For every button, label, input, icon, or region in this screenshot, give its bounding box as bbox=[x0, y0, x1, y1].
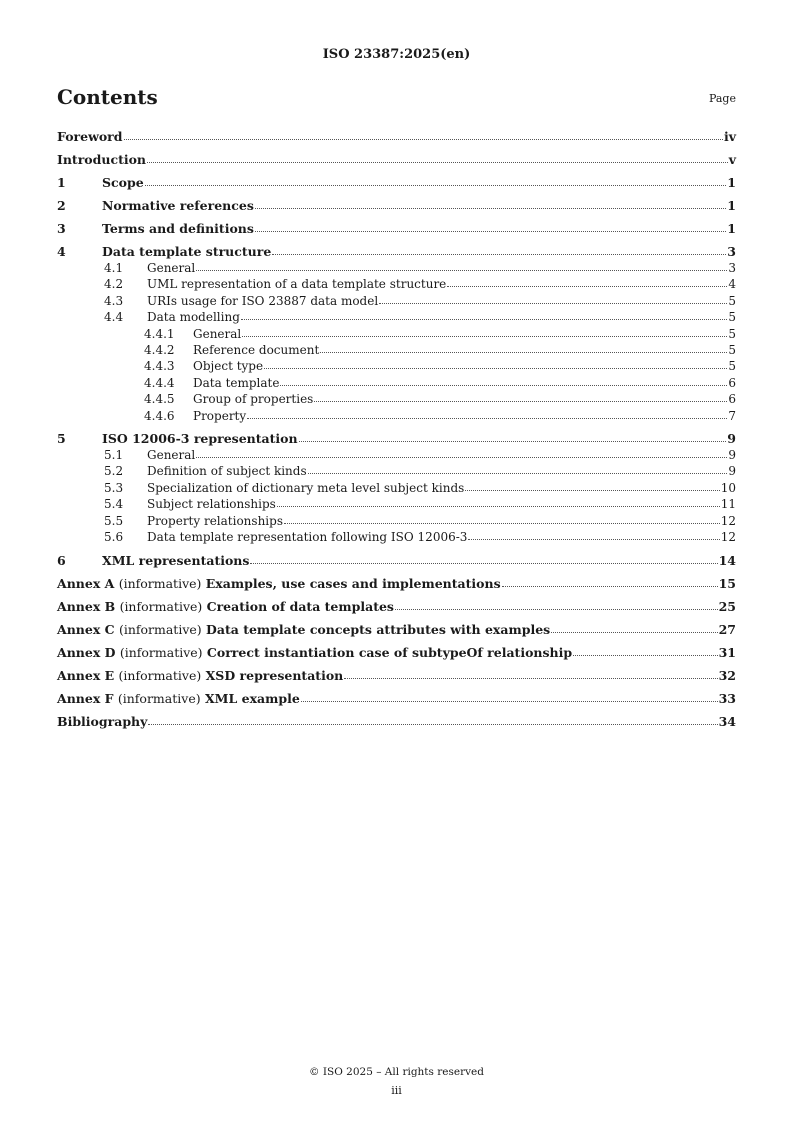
toc-page: 27 bbox=[718, 621, 736, 637]
toc-page: 1 bbox=[727, 175, 736, 190]
toc-number: 5.3 bbox=[104, 480, 124, 495]
dot-leader bbox=[242, 326, 727, 337]
toc-title: Scope bbox=[102, 175, 144, 190]
dot-leader bbox=[272, 244, 726, 255]
toc-title: Reference document bbox=[193, 343, 320, 358]
toc-page: 6 bbox=[728, 375, 736, 390]
dot-leader bbox=[502, 576, 718, 587]
dot-leader bbox=[147, 152, 728, 163]
toc-entry-4-4-4[interactable] bbox=[57, 375, 736, 391]
toc-page: 14 bbox=[718, 552, 736, 568]
dot-leader bbox=[314, 391, 727, 402]
toc-number: 4.4 bbox=[104, 310, 124, 325]
toc-entry-1[interactable] bbox=[57, 175, 736, 191]
toc-number: 4.4.6 bbox=[144, 408, 175, 423]
toc-entry-5-5[interactable] bbox=[57, 513, 736, 529]
annex-label: Annex C bbox=[57, 621, 115, 637]
toc-entry-annex-c[interactable] bbox=[57, 622, 736, 638]
toc-number: 4.3 bbox=[104, 293, 124, 308]
dot-leader bbox=[301, 691, 718, 702]
toc-title: Normative references bbox=[102, 198, 254, 213]
toc-page: 25 bbox=[718, 598, 736, 614]
toc-page: 33 bbox=[718, 690, 736, 706]
toc-number: 5.6 bbox=[104, 530, 124, 545]
toc-entry-4-4-5[interactable] bbox=[57, 391, 736, 407]
dot-leader bbox=[344, 668, 717, 679]
table-of-contents bbox=[57, 129, 736, 730]
toc-page: 1 bbox=[727, 221, 736, 236]
annex-label: Annex E bbox=[57, 667, 115, 683]
toc-page: 11 bbox=[720, 497, 736, 512]
document-id: ISO 23387:2025(en) bbox=[322, 47, 471, 62]
toc-number: 5.1 bbox=[104, 448, 124, 463]
toc-title: XML representations bbox=[102, 552, 250, 568]
dot-leader bbox=[250, 553, 717, 564]
toc-entry-4[interactable] bbox=[57, 244, 736, 260]
toc-page: 5 bbox=[728, 343, 736, 358]
dot-leader bbox=[551, 622, 717, 633]
toc-number: 5 bbox=[57, 431, 66, 447]
toc-entry-5-6[interactable] bbox=[57, 529, 736, 545]
toc-title: General bbox=[193, 326, 242, 341]
toc-page: 9 bbox=[728, 448, 736, 463]
dot-leader bbox=[299, 431, 727, 442]
toc-title: Definition of subject kinds bbox=[147, 464, 307, 479]
toc-title: Examples, use cases and implementations bbox=[205, 575, 501, 591]
toc-title: Property bbox=[193, 408, 247, 423]
dot-leader bbox=[465, 480, 719, 491]
toc-number: 1 bbox=[57, 175, 66, 190]
toc-entry-annex-b[interactable] bbox=[57, 599, 736, 615]
annex-label: Annex A bbox=[57, 575, 115, 591]
toc-title: XML example bbox=[204, 690, 300, 706]
toc-title: Property relationships bbox=[147, 513, 283, 528]
annex-informative: (informative) bbox=[119, 644, 203, 660]
toc-title: Specialization of dictionary meta level subject kinds bbox=[147, 480, 465, 495]
page-column-label: Page bbox=[708, 92, 736, 105]
contents-heading: Contents bbox=[57, 85, 158, 109]
toc-number: 5.4 bbox=[104, 497, 124, 512]
toc-title: Subject relationships bbox=[147, 497, 276, 512]
annex-label: Annex F bbox=[57, 690, 114, 706]
dot-leader bbox=[124, 129, 723, 140]
toc-title: General bbox=[147, 261, 196, 275]
toc-number: 4.4.2 bbox=[144, 343, 175, 358]
dot-leader bbox=[277, 496, 720, 507]
toc-page: 10 bbox=[720, 480, 736, 495]
dot-leader bbox=[145, 175, 727, 186]
toc-entry-annex-e[interactable] bbox=[57, 668, 736, 684]
toc-number: 4.1 bbox=[104, 261, 124, 275]
annex-informative: (informative) bbox=[118, 621, 202, 637]
dot-leader bbox=[284, 513, 720, 524]
dot-leader bbox=[264, 358, 727, 369]
dot-leader bbox=[320, 342, 727, 353]
toc-entry-5-2[interactable] bbox=[57, 463, 736, 479]
toc-page: 5 bbox=[728, 326, 736, 341]
toc-page: 34 bbox=[718, 713, 736, 729]
toc-title: Foreword bbox=[57, 129, 123, 144]
toc-entry-3[interactable] bbox=[57, 221, 736, 237]
toc-entry-4-1[interactable] bbox=[57, 260, 736, 276]
toc-title: Data template representation following ISO 12006-3 bbox=[147, 530, 468, 545]
toc-number: 4 bbox=[57, 244, 66, 259]
copyright-notice: © ISO 2025 – All rights reserved bbox=[309, 1066, 484, 1078]
toc-page: 12 bbox=[720, 530, 736, 545]
toc-page: 31 bbox=[718, 644, 736, 660]
toc-title: General bbox=[147, 448, 196, 463]
toc-title: Group of properties bbox=[193, 392, 314, 407]
toc-entry-bibliography[interactable] bbox=[57, 714, 736, 730]
dot-leader bbox=[196, 447, 727, 458]
toc-page: 9 bbox=[728, 464, 736, 479]
toc-entry-annex-d[interactable] bbox=[57, 645, 736, 661]
toc-page: 5 bbox=[728, 310, 736, 325]
dot-leader bbox=[255, 198, 726, 209]
dot-leader bbox=[255, 221, 726, 232]
toc-title: XSD representation bbox=[205, 667, 344, 683]
toc-title: Creation of data templates bbox=[206, 598, 394, 614]
dot-leader bbox=[573, 645, 717, 656]
dot-leader bbox=[280, 375, 727, 386]
toc-title: Data template concepts attributes with examples bbox=[206, 621, 551, 637]
toc-entry-5[interactable] bbox=[57, 431, 736, 447]
annex-informative: (informative) bbox=[118, 575, 202, 591]
toc-page: 3 bbox=[727, 244, 736, 259]
toc-entry-4-4-6[interactable] bbox=[57, 408, 736, 424]
toc-number: 4.4.1 bbox=[144, 326, 175, 341]
toc-entry-6[interactable] bbox=[57, 553, 736, 569]
toc-entry-annex-a[interactable] bbox=[57, 576, 736, 592]
toc-number: 5.2 bbox=[104, 464, 124, 479]
annex-informative: (informative) bbox=[118, 667, 202, 683]
toc-page: 5 bbox=[728, 293, 736, 308]
toc-entry-5-1[interactable] bbox=[57, 447, 736, 463]
toc-page: 1 bbox=[727, 198, 736, 213]
toc-title: Data modelling bbox=[147, 310, 240, 325]
toc-page: v bbox=[728, 152, 736, 167]
toc-page: 3 bbox=[728, 261, 736, 275]
toc-page: 4 bbox=[728, 277, 736, 292]
annex-label: Annex D bbox=[57, 644, 116, 660]
toc-title: Data template bbox=[193, 375, 280, 390]
dot-leader bbox=[196, 260, 727, 271]
toc-number: 4.4.4 bbox=[144, 375, 175, 390]
page-number: iii bbox=[391, 1084, 402, 1097]
dot-leader bbox=[447, 276, 727, 287]
dot-leader bbox=[241, 309, 727, 320]
toc-title: UML representation of a data template structure bbox=[147, 277, 447, 292]
toc-title: Bibliography bbox=[57, 713, 148, 729]
toc-entry-5-4[interactable] bbox=[57, 496, 736, 512]
toc-entry-4-3[interactable] bbox=[57, 293, 736, 309]
toc-title: Terms and definitions bbox=[102, 221, 254, 236]
toc-entry-foreword[interactable] bbox=[57, 129, 736, 145]
toc-title: Introduction bbox=[57, 152, 147, 167]
toc-number: 4.2 bbox=[104, 277, 124, 292]
toc-page: 5 bbox=[728, 359, 736, 374]
toc-entry-annex-f[interactable] bbox=[57, 691, 736, 707]
toc-entry-4-4-2[interactable] bbox=[57, 342, 736, 358]
toc-page: 9 bbox=[727, 431, 736, 447]
toc-number: 5.5 bbox=[104, 513, 124, 528]
toc-number: 6 bbox=[57, 552, 66, 568]
toc-number: 2 bbox=[57, 198, 66, 213]
toc-page: 15 bbox=[718, 575, 736, 591]
toc-entry-introduction[interactable] bbox=[57, 152, 736, 168]
toc-entry-2[interactable] bbox=[57, 198, 736, 214]
toc-number: 3 bbox=[57, 221, 66, 236]
dot-leader bbox=[247, 408, 727, 419]
toc-page: 7 bbox=[728, 408, 736, 423]
toc-page: 12 bbox=[720, 513, 736, 528]
toc-entry-4-2[interactable] bbox=[57, 276, 736, 292]
toc-page: iv bbox=[723, 129, 736, 144]
toc-title: ISO 12006-3 representation bbox=[102, 431, 298, 447]
toc-title: Correct instantiation case of subtypeOf relationship bbox=[206, 644, 573, 660]
annex-informative: (informative) bbox=[119, 598, 203, 614]
toc-entry-5-3[interactable] bbox=[57, 480, 736, 496]
toc-number: 4.4.3 bbox=[144, 359, 175, 374]
toc-title: URIs usage for ISO 23887 data model bbox=[147, 293, 379, 308]
toc-entry-4-4-1[interactable] bbox=[57, 326, 736, 342]
dot-leader bbox=[308, 463, 728, 474]
annex-informative: (informative) bbox=[117, 690, 201, 706]
dot-leader bbox=[468, 529, 719, 540]
toc-title: Data template structure bbox=[102, 244, 272, 259]
dot-leader bbox=[379, 293, 727, 304]
dot-leader bbox=[395, 599, 718, 610]
toc-page: 32 bbox=[718, 667, 736, 683]
dot-leader bbox=[148, 714, 717, 725]
toc-entry-4-4-3[interactable] bbox=[57, 358, 736, 374]
toc-entry-4-4[interactable] bbox=[57, 309, 736, 325]
toc-number: 4.4.5 bbox=[144, 392, 175, 407]
toc-title: Object type bbox=[193, 359, 264, 374]
annex-label: Annex B bbox=[57, 598, 116, 614]
toc-page: 6 bbox=[728, 392, 736, 407]
